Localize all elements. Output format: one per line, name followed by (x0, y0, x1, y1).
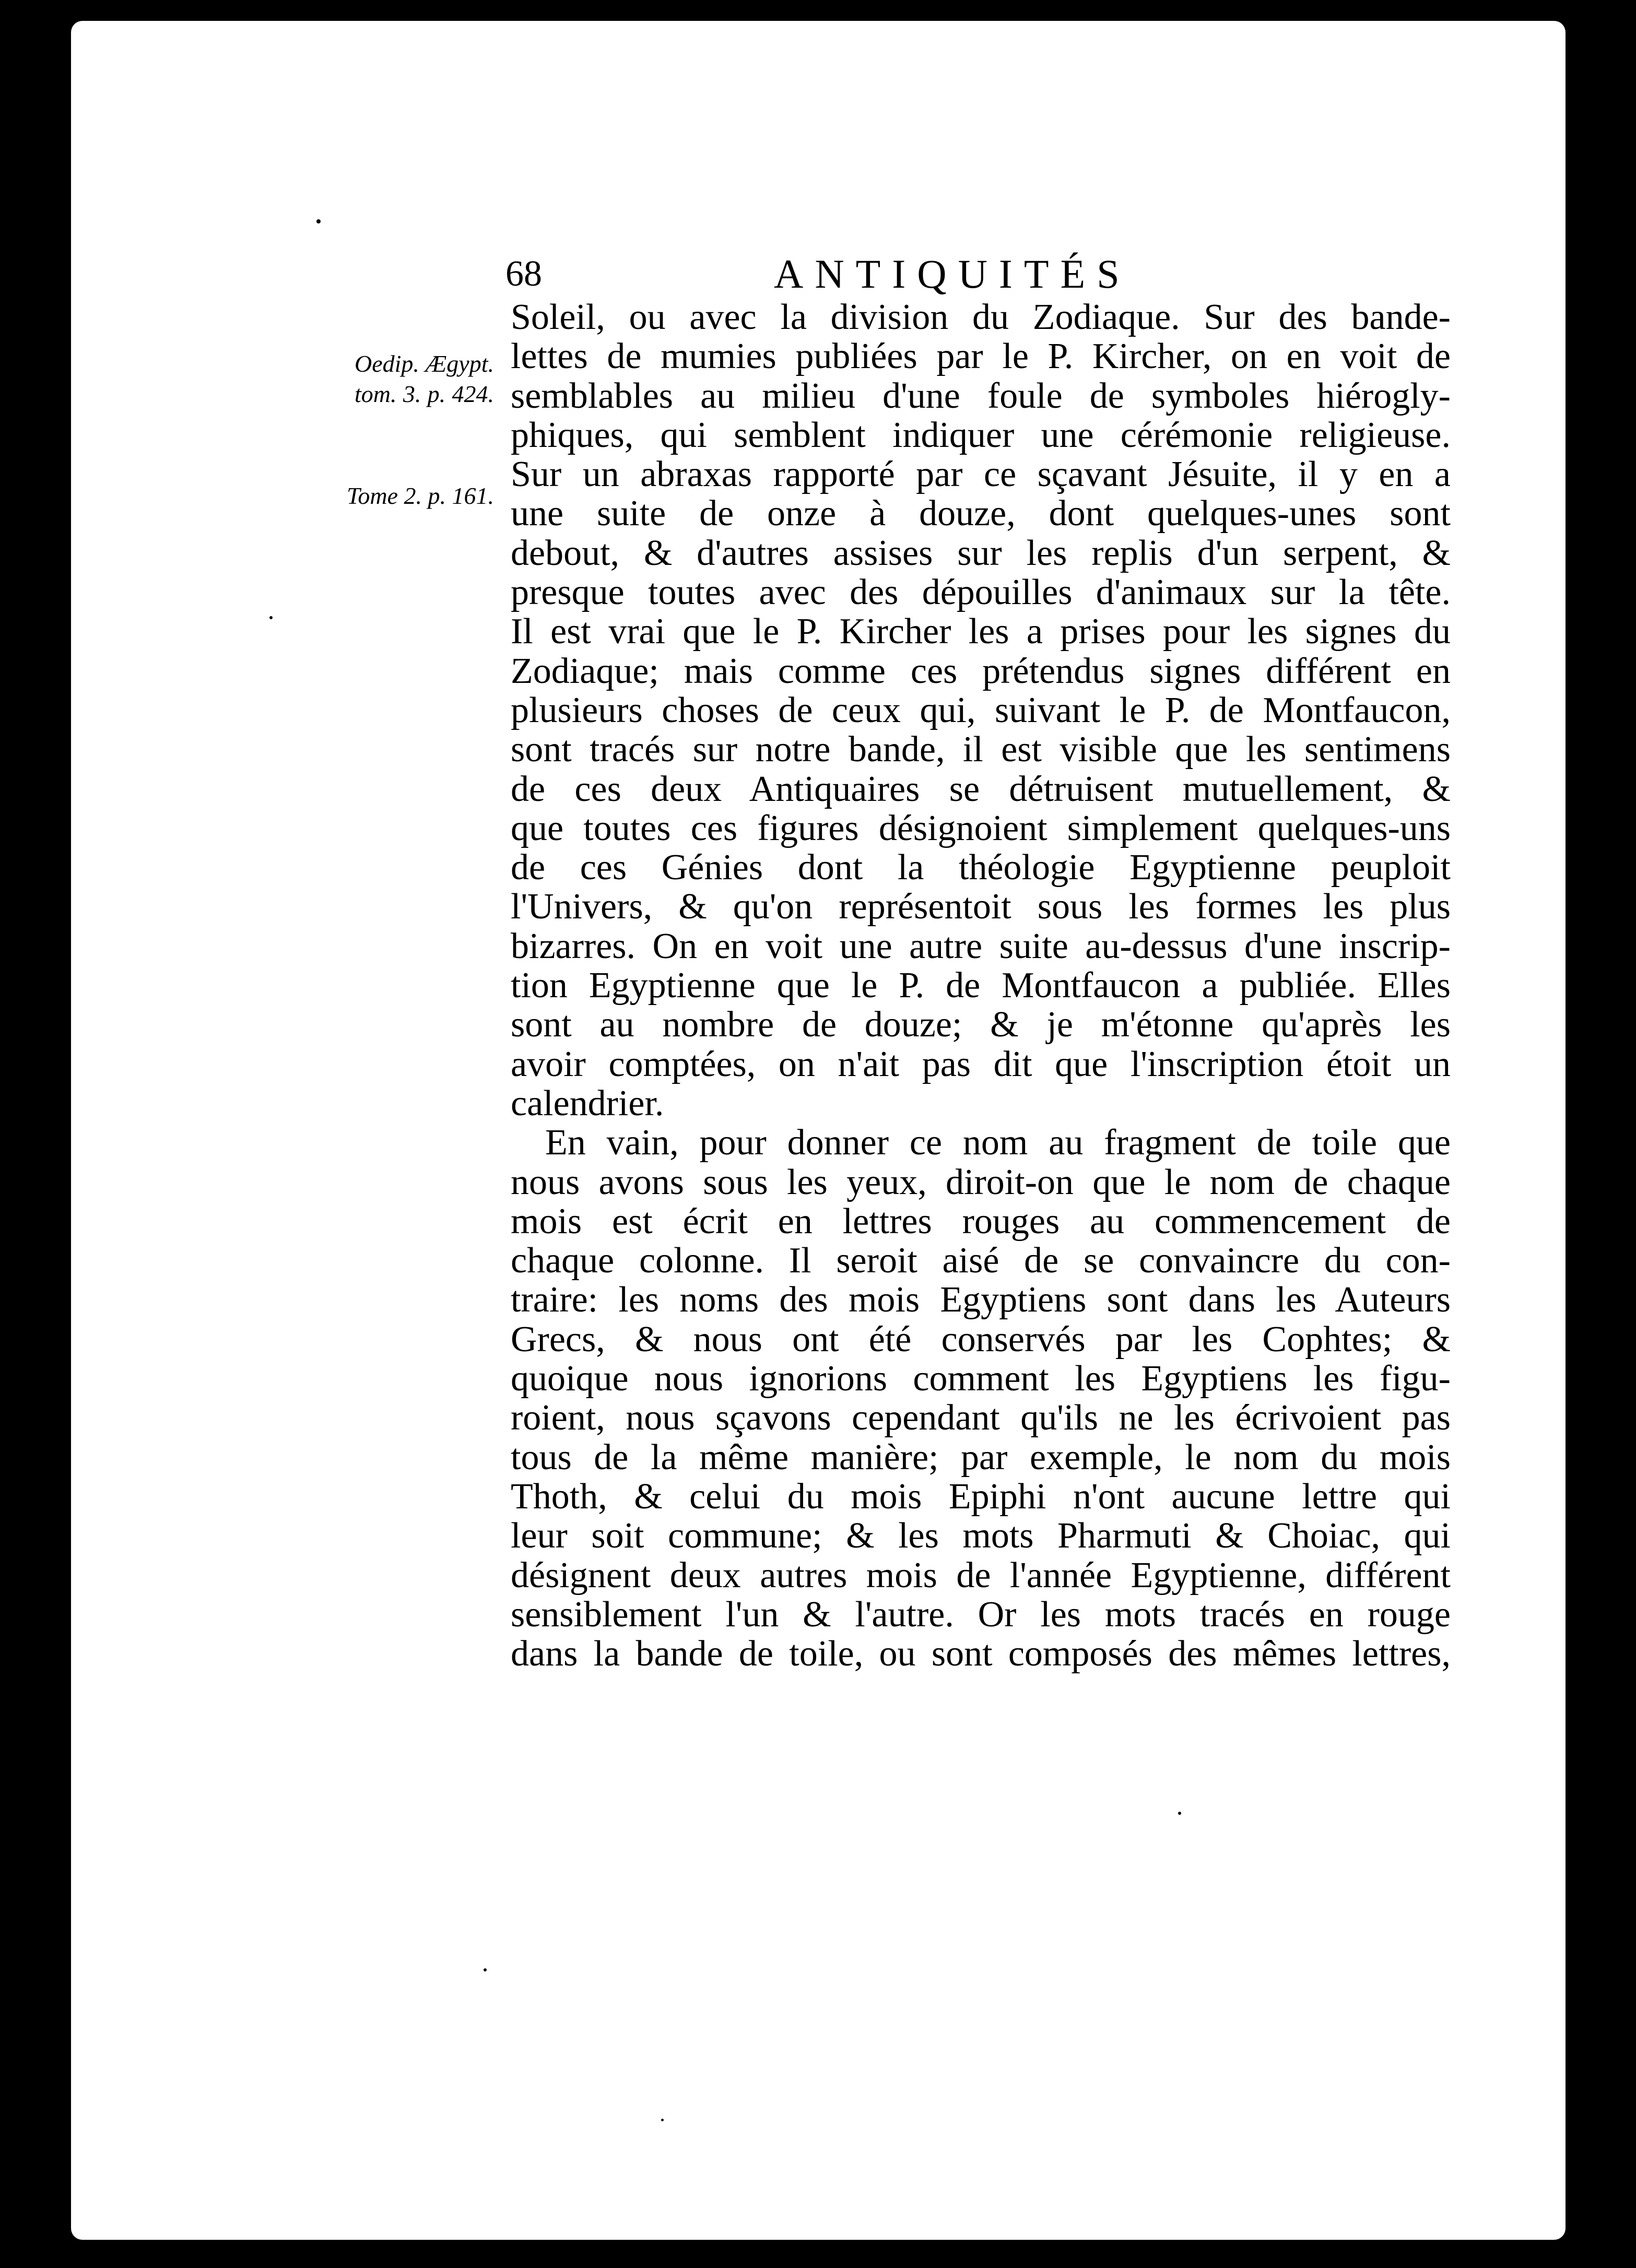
ink-speck (484, 1968, 487, 1971)
text-line: tous de la même manière; par exemple, le nom du mois (511, 1437, 1451, 1478)
margin-note-line: tom. 3. p. 424. (354, 381, 494, 407)
text-line: mois est écrit en lettres rouges au commencement de (511, 1201, 1451, 1242)
text-line: l'Univers, & qu'on représentoit sous les formes les plus (511, 887, 1451, 927)
text-line: Thoth, & celui du mois Epiphi n'ont aucune lettre qui (511, 1476, 1451, 1517)
margin-note-line: Oedip. Ægypt. (354, 350, 494, 377)
text-line: quoique nous ignorions comment les Egyptiens les figu- (511, 1359, 1451, 1399)
ink-speck (1178, 1812, 1181, 1815)
text-line: semblables au milieu d'une foule de symboles hiérogly- (511, 375, 1451, 416)
text-line: sont au nombre de douze; & je m'étonne qu'après les (511, 1005, 1451, 1045)
text-line: roient, nous sçavons cependant qu'ils ne les écrivoient pas (511, 1398, 1451, 1438)
body-text (511, 298, 1451, 1673)
text-line: lettes de mumies publiées par le P. Kircher, on en voit de (511, 336, 1451, 377)
text-line: plusieurs choses de ceux qui, suivant le P. de Montfaucon, (511, 690, 1451, 730)
margin-note (347, 481, 494, 511)
text-line: désignent deux autres mois de l'année Egyptienne, différent (511, 1555, 1451, 1596)
text-line: Sur un abraxas rapporté par ce sçavant Jésuite, il y en a (511, 454, 1451, 495)
text-line: de ces deux Antiquaires se détruisent mutuellement, & (511, 769, 1451, 809)
ink-speck (269, 616, 273, 619)
text-line: sont tracés sur notre bande, il est visible que les sentimens (511, 729, 1451, 770)
running-title: ANTIQUITÉS (774, 251, 1131, 297)
text-line: bizarres. On en voit une autre suite au-dessus d'une inscrip- (511, 926, 1451, 966)
text-line: sensiblement l'un & l'autre. Or les mots tracés en rouge (511, 1594, 1451, 1635)
text-line: que toutes ces figures désignoient simplement quelques-uns (511, 808, 1451, 848)
text-line: avoir comptées, on n'ait pas dit que l'inscription étoit un (511, 1044, 1451, 1084)
ink-speck (661, 2119, 664, 2121)
text-line: calendrier. (511, 1083, 664, 1124)
text-line: En vain, pour donner ce nom au fragment de toile que (545, 1123, 1451, 1163)
margin-note-line: Tome 2. p. 161. (347, 482, 494, 509)
page-header (505, 245, 1226, 303)
text-line: Zodiaque; mais comme ces prétendus signes différent en (511, 651, 1451, 691)
text-line: debout, & d'autres assises sur les replis d'un serpent, & (511, 533, 1451, 573)
text-line: leur soit commune; & les mots Pharmuti & Choiac, qui (511, 1516, 1451, 1556)
text-line: presque toutes avec des dépouilles d'animaux sur la tête. (511, 572, 1451, 613)
text-line: traire: les noms des mois Egyptiens sont dans les Auteurs (511, 1280, 1451, 1320)
text-line: Grecs, & nous ont été conservés par les Cophtes; & (511, 1319, 1451, 1360)
text-line: phiques, qui semblent indiquer une cérémonie religieuse. (511, 415, 1451, 455)
text-line: dans la bande de toile, ou sont composés des mêmes lettres, (511, 1634, 1451, 1674)
text-line: nous avons sous les yeux, diroit-on que le nom de chaque (511, 1162, 1451, 1202)
text-line: chaque colonne. Il seroit aisé de se convaincre du con- (511, 1241, 1451, 1281)
text-line: Il est vrai que le P. Kircher les a prises pour les signes du (511, 611, 1451, 652)
text-line: une suite de onze à douze, dont quelques-unes sont (511, 493, 1451, 534)
ink-speck (316, 219, 321, 223)
page-number: 68 (505, 254, 542, 294)
text-line: de ces Génies dont la théologie Egyptienne peuploit (511, 847, 1451, 888)
margin-note (355, 349, 494, 409)
text-line: tion Egyptienne que le P. de Montfaucon a publiée. Elles (511, 965, 1451, 1006)
text-line: Soleil, ou avec la division du Zodiaque. Sur des bande- (511, 297, 1451, 337)
